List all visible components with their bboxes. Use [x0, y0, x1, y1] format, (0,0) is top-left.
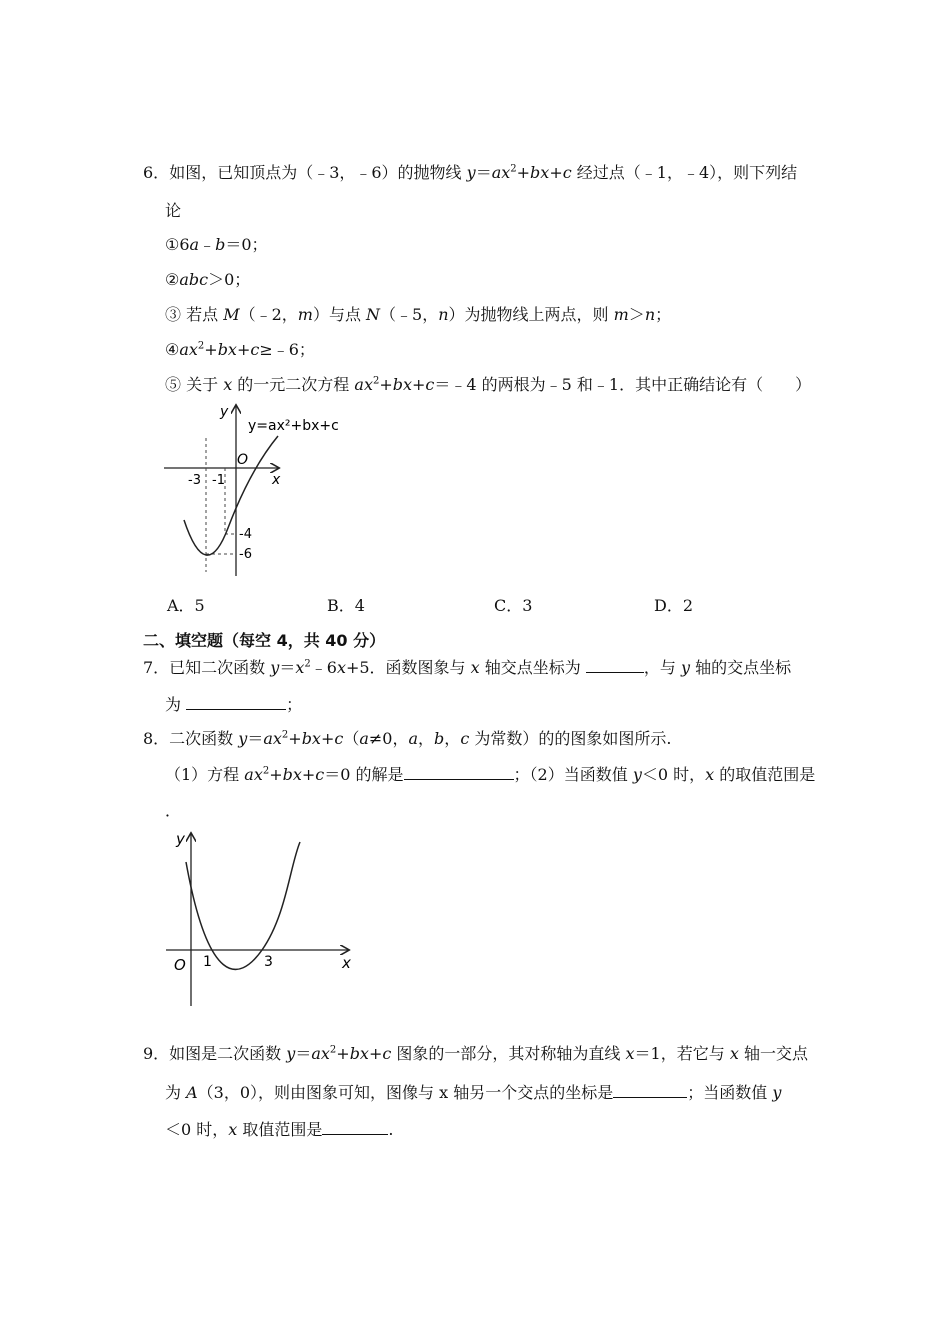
section-2-heading: 二、填空题（每空 4，共 40 分） — [143, 631, 386, 650]
q6-statement-1: ①6a﹣b＝0； — [165, 235, 268, 254]
q6-statement-5: ⑤ 关于 x 的一元二次方程 $ax^2+bx+c=﹣4$ 的两根为﹣5 和﹣1．其中正确结论有（ ） — [165, 375, 812, 394]
q8-tick-3: 3 — [264, 954, 273, 970]
q6-tick-minus4: -4 — [239, 527, 252, 542]
q6-statement-3: ③ 若点 M（﹣2，m）与点 N（﹣5，n）为抛物线上两点，则 m＞n； — [165, 305, 672, 324]
q7-line2: 为 ； — [165, 695, 303, 714]
q8-y-label: y — [176, 830, 185, 848]
q9-blank-other-intercept[interactable] — [613, 1081, 687, 1098]
q6-tick-minus3: -3 — [188, 473, 201, 488]
q6-tick-minus6: -6 — [239, 547, 252, 562]
q8-line1: 8．二次函数 $y=ax^2+bx+c(a\ne 0$，a，b，c 为常数）的的图象如图所示. — [143, 729, 672, 748]
q6-option-c: C．3 — [494, 596, 533, 615]
q8-parabola-graph — [160, 822, 360, 1012]
q8-blank-solutions[interactable] — [404, 763, 514, 780]
q6-statement-2: ②abc＞0； — [165, 270, 251, 289]
q6-parabola-graph — [160, 400, 350, 580]
q8-tick-1: 1 — [203, 954, 212, 970]
q6-line1-continued: 论 — [165, 201, 182, 220]
q7-line1: 7．已知二次函数 $y=x^2﹣6x+5$．函数图象与 x 轴交点坐标为 ，与 y 轴的交点坐标 — [143, 658, 792, 677]
q8-origin-label: O — [174, 956, 186, 974]
q6-number: 6． — [143, 163, 170, 182]
q9-line3: ＜0 时，x 取值范围是 . — [165, 1120, 394, 1139]
q8-line2: （1）方程 $ax^2+bx+c=0$ 的解是 ；（2）当函数值 y＜0 时，x 的取值范围是 — [165, 765, 816, 784]
q6-parabola-curve — [184, 436, 278, 555]
q7-blank-y-intercept[interactable] — [186, 693, 286, 710]
q6-option-b: B．4 — [327, 596, 365, 615]
q7-blank-x-intercept[interactable] — [586, 656, 644, 673]
q6-origin-label: O — [237, 452, 249, 468]
q6-y-label: y — [220, 404, 229, 420]
q8-x-label: x — [342, 954, 351, 972]
q6-option-d: D．2 — [654, 596, 694, 615]
q9-line1: 9．如图是二次函数 $y=ax^2+bx+c$ 图象的一部分，其对称轴为直线 x＝1，若它与 x 轴一交点 — [143, 1044, 808, 1063]
q6-equation-label: y=ax²+bx+c — [248, 418, 339, 434]
q8-line3: ． — [165, 801, 182, 820]
q6-tick-minus1: -1 — [212, 473, 225, 488]
q6-statement-4: $④ax^2+bx+c\ge﹣6$； — [165, 340, 315, 359]
q6-x-label: x — [272, 472, 281, 488]
q9-blank-range[interactable] — [322, 1118, 388, 1135]
q6-option-a: A．5 — [167, 596, 205, 615]
q6-line1: 6．如图，已知顶点为（﹣3，﹣6）的抛物线 $y=ax^2+bx+c$ 经过点（﹣1，﹣4），则下列结 — [143, 163, 798, 182]
q9-line2: 为 A（3，0），则由图象可知，图像与 x 轴另一个交点的坐标是 ；当函数值 y — [165, 1083, 782, 1102]
